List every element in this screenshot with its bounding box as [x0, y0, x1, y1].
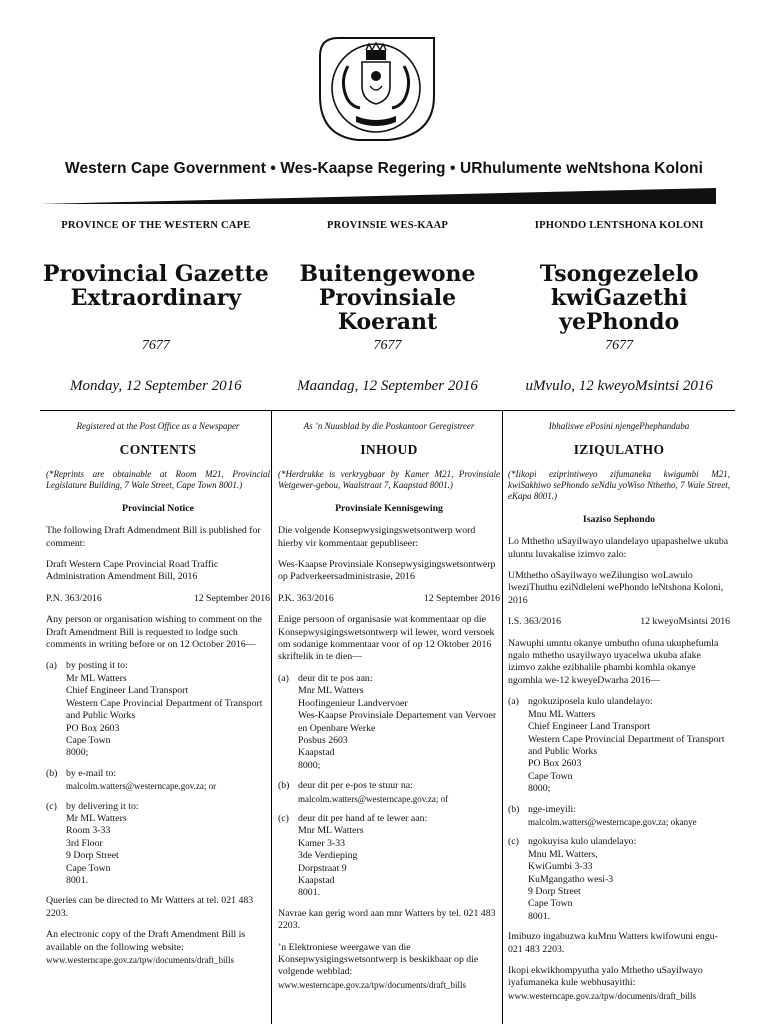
- gazette-title: Provincial Gazette Extraordinary: [42, 261, 269, 311]
- reprints-note: (*Iikopi eziprintiweyo zifumaneka kwigumbi M21, kwiSakhiwo sePhondo seNdlu yoWiso Nthetho, 7 Wale Street, eKapa 8001.): [508, 468, 730, 501]
- queries-text: Navrae kan gerig word aan mnr Watters by tel. 021 483 2203.: [278, 907, 496, 932]
- registration-note: As ’n Nuusblad by die Poskantoor Geregistreer: [303, 421, 475, 431]
- postal-address: Mr ML Watters Chief Engineer Land Transport Western Cape Provincial Department of Transport and Public Works PO Box 2603 Cape Town 8000;: [66, 672, 263, 759]
- intro-text: Lo Mthetho uSayilwayo ulandelayo upapashelwe ukuba uluntu luvakalise izimvo zalo:: [508, 536, 729, 560]
- notice-heading: Provinsiale Kennisgewing: [335, 502, 443, 514]
- request-text: Enige persoon of organisasie wat kommentaar op die Konsepwysigingswetsontwerp wil lewer, word versoek om sodanige kommentaar voor of op 12 Oktober 2016 skriftelik in te dien—: [278, 614, 495, 663]
- xhosa-column: [504, 420, 734, 1003]
- website-link[interactable]: www.westerncape.gov.za/tpw/documents/draft_bills: [278, 979, 467, 990]
- gazette-number: 7677: [141, 338, 170, 353]
- contents-title: CONTENTS: [119, 442, 197, 458]
- bill-title: Draft Western Cape Provincial Road Traffic Administration Amendment Bill, 2016: [46, 559, 219, 583]
- reprints-note: (*Reprints are obtainable at Room M21, Provincial Legislature Building, 7 Wale Street, Cape Town 8001.): [46, 468, 270, 490]
- notice-number-row: P.N. 363/2016 12 September 2016: [46, 592, 270, 604]
- request-text: Any person or organisation wishing to comment on the Draft Amendment Bill is requested to lodge such comments in writing before or on 12 October 2016—: [46, 614, 262, 651]
- option-email: (b) by e-mail to:: [46, 767, 117, 779]
- province-name: IPHONDO LENTSHONA KOLONI: [534, 220, 704, 231]
- website-link[interactable]: www.westerncape.gov.za/tpw/documents/draft_bills: [508, 990, 697, 1001]
- email-address[interactable]: malcolm.watters@westerncape.gov.za; or: [66, 781, 217, 792]
- option-delivery: (c) ngokuyisa kulo ulandelayo:: [508, 836, 637, 848]
- option-post: (a) by posting it to:: [46, 660, 128, 672]
- government-name-line: Western Cape Government • Wes-Kaapse Regering • URhulumente weNtshona Koloni: [65, 160, 703, 177]
- delivery-address: Mr ML Watters Room 3-33 3rd Floor 9 Dorp Street Cape Town 8001.: [66, 812, 127, 886]
- queries-text: Queries can be directed to Mr Watters at tel. 021 483 2203.: [46, 895, 254, 919]
- gazette-date: uMvulo, 12 kweyoMsintsi 2016: [525, 378, 713, 394]
- afrikaans-column: [274, 420, 504, 1003]
- electronic-copy-text: An electronic copy of the Draft Amendment Bill is available on the following website: www.westerncape.gov.za/tpw/documents/draft_bills: [46, 929, 246, 965]
- contents-title: INHOUD: [360, 442, 418, 458]
- contents-title: IZIQULATHO: [573, 442, 665, 458]
- gazette-title: Tsongezelelo kwiGazethi yePhondo: [539, 261, 699, 335]
- masthead: [40, 218, 735, 413]
- province-name: PROVINCE OF THE WESTERN CAPE: [61, 220, 251, 231]
- masthead-afrikaans: [272, 218, 504, 413]
- notice-number-row: I.S. 363/2016 12 kweyoMsintsi 2016: [508, 616, 730, 628]
- delivery-address: Mnu ML Watters, KwiGumbi 3-33 KuMgangatho wesi-3 9 Dorp Street Cape Town 8001.: [528, 848, 614, 922]
- option-delivery: (c) deur dit per hand af te lewer aan:: [278, 812, 428, 824]
- website-link[interactable]: www.westerncape.gov.za/tpw/documents/draft_bills: [46, 955, 235, 965]
- registration-note: Ibhaliswe ePosini njengePhephandaba: [548, 421, 690, 431]
- gazette-title: Buitengewone Provinsiale Koerant: [299, 261, 476, 335]
- electronic-copy-text: ’n Elektroniese weergawe van die Konsepwysigingswetsontwerp is beskikbaar op die volgende webblad: www.westerncape.gov.za/tpw/documents/draft_bills: [278, 941, 479, 990]
- english-column: [44, 420, 274, 1003]
- option-email: (b) nge-imeyili:: [508, 803, 576, 815]
- notice-number-row: P.K. 363/2016 12 September 2016: [278, 592, 500, 604]
- reprints-note: (*Herdrukke is verkrygbaar by Kamer M21, Provinsiale Wetgewer-gebou, Waalstraat 7, Kaapstad 8001.): [278, 468, 500, 490]
- intro-text: The following Draft Admendment Bill is published for comment:: [46, 525, 261, 549]
- postal-address: Mnu ML Watters Chief Engineer Land Transport Western Cape Provincial Department of Transport and Public Works PO Box 2603 Cape Town 8000;: [528, 708, 725, 795]
- notice-heading: Isaziso Sephondo: [582, 513, 656, 525]
- postal-address: Mnr ML Watters Hoofingenieur Landvervoer Wes-Kaapse Provinsiale Departement van Vervoer en Openbare Werke Posbus 2603 Kaapstad 8000;: [298, 685, 497, 771]
- electronic-copy-text: Ikopi ekwikhompyutha yalo Mthetho uSayilwayo iyafumaneka kule webhusayithi: www.westerncape.gov.za/tpw/documents/draft_bills: [508, 965, 703, 1001]
- registration-note: Registered at the Post Office as a Newspaper: [76, 421, 240, 431]
- gazette-number: 7677: [605, 338, 634, 353]
- gazette-date: Monday, 12 September 2016: [70, 378, 242, 394]
- masthead-english: [40, 218, 272, 413]
- intro-text: Die volgende Konsepwysigingswetsontwerp word hierby vir kommentaar gepubliseer:: [278, 525, 476, 549]
- header-wedge-divider: [0, 186, 768, 206]
- request-text: Nawuphi umntu okanye umbutho ofuna ukuphefumla ngalo mthetho usayilwayo uyacelwa ukuba afake izimvo zakhe ezibhalile phambi komhla okanye ngomhla we-12 kweyeDwarha 2016—: [508, 637, 719, 686]
- bill-title: UMthetho oSayilwayo weZilungiso woLawulo lweziThuthu eziNdleleni wePhondo leNtshona Koloni, 2016: [508, 570, 724, 606]
- masthead-rule: [40, 410, 735, 411]
- gazette-date: Maandag, 12 September 2016: [297, 378, 478, 394]
- gazette-number: 7677: [373, 338, 402, 353]
- masthead-xhosa: [503, 218, 735, 413]
- email-address[interactable]: malcolm.watters@westerncape.gov.za; okanye: [528, 816, 697, 827]
- notice-heading: Provincial Notice: [122, 502, 194, 514]
- notice-body: [44, 420, 734, 1003]
- bill-title: Wes-Kaapse Provinsiale Konsepwysigingswetsontwerp op Padverkeersadministrasie, 2016: [278, 559, 496, 583]
- option-delivery: (c) by delivering it to:: [46, 800, 139, 812]
- email-address[interactable]: malcolm.watters@westerncape.gov.za; of: [298, 793, 449, 804]
- queries-text: Imibuzo ingabuzwa kuMnu Watters kwifowuni engu-021 483 2203.: [508, 931, 718, 955]
- option-email: (b) deur dit per e-pos te stuur na:: [278, 780, 413, 792]
- option-post: (a) deur dit te pos aan:: [278, 672, 373, 684]
- delivery-address: Mnr ML Watters Kamer 3-33 3de Verdieping Dorpstraat 9 Kaapstad 8001.: [298, 825, 364, 899]
- province-name: PROVINSIE WES-KAAP: [327, 220, 448, 231]
- option-post: (a) ngokuziposela kulo ulandelayo:: [508, 696, 653, 708]
- coat-of-arms-icon: [318, 36, 436, 142]
